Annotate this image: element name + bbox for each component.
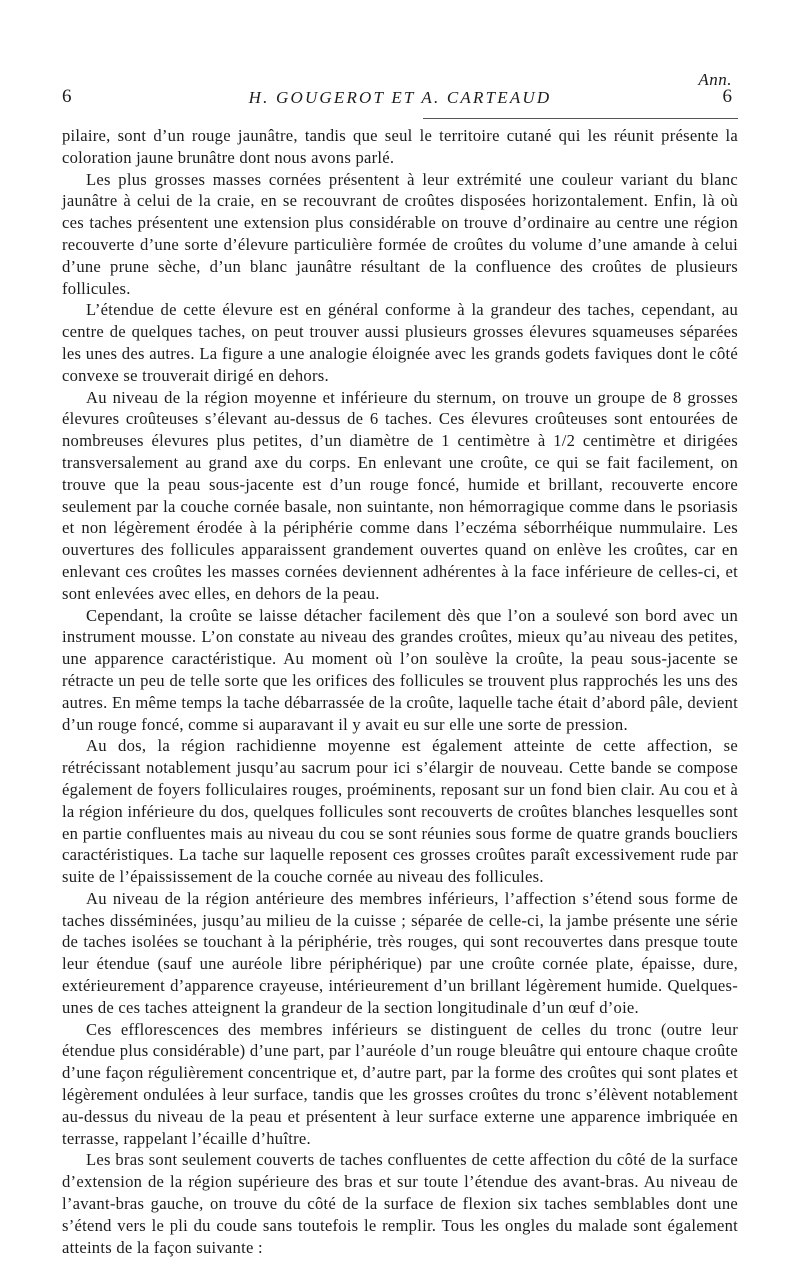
header-rule (423, 118, 738, 119)
paragraph: Au dos, la région rachidienne moyenne est également atteinte de cette affection, se rétrécissant notablement jusqu’au sacrum pour ici s’élargir de nouveau. Cette bande se compose également de foyers folliculaires rouges, proéminents, reposant sur un fond bien clair. Au cou et à la région inférieure du dos, quelques follicules sont recouverts de croûtes blanches lesquelles sont en partie confluentes mais au niveau du cou se sont réunies sous forme de quatre grands boucliers caractéristiques. La tache sur laquelle reposent ces grosses croûtes paraît excessivement rude par suite de l’épaississement de la couche cornée au niveau des follicules. (62, 736, 738, 887)
page-number: 6 (62, 86, 72, 107)
paragraph: Les plus grosses masses cornées présentent à leur extrémité une couleur variant du blanc jaunâtre à celui de la craie, en se recouvrant de croûtes disposées horizontalement. Enfin, là où ces taches présentent une extension plus considérable on trouve d’ordinaire au centre une région recouverte d’une sorte d’élevure particulière formée de croûtes du volume d’une amande à celui d’une prune sèche, d’un blanc jaunâtre résultant de la confluence des croûtes de plusieurs follicules. (62, 169, 738, 298)
running-title: H. GOUGEROT ET A. CARTEAUD (248, 88, 552, 107)
paragraph: Cependant, la croûte se laisse détacher facilement dès que l’on a soulevé son bord avec un instrument mousse. L’on constate au niveau des grandes croûtes, mieux qu’au niveau des petites, une apparence caractéristique. Au moment où l’on soulève la croûte, la peau sous-jacente se rétracte un peu de telle sorte que les orifices des follicules se trouvent plus rapprochés les uns des autres. En même temps la tache débarrassée de la croûte, laquelle tache était d’abord pâle, devient d’un rouge foncé, comme si auparavant il y avait eu sur elle une sorte de pression. (62, 605, 738, 734)
page-number-right: 6 (722, 86, 732, 107)
paragraph: Au niveau de la région antérieure des membres inférieurs, l’affection s’étend sous forme de taches disséminées, jusqu’au milieu de la cuisse ; séparée de celle-ci, la jambe présente une série de taches isolées se touchant à la périphérie, très rouges, qui sont recouvertes dans presque toute leur étendue (sauf une auréole libre périphérique) par une croûte cornée plate, épaisse, dure, extérieurement d’apparence crayeuse, intérieurement d’un brillant légèrement humide. Quelques-unes de ces taches atteignent la grandeur de la section longitudinale d’un œuf d’oie. (62, 888, 738, 1017)
running-header (62, 86, 738, 114)
paragraph: Au niveau de la région moyenne et inférieure du sternum, on trouve un groupe de 8 grosses élevures croûteuses s’élevant au-dessus de 6 taches. Ces élevures croûteuses sont entourées de nombreuses élevures plus petites, d’un diamètre de 1 centimètre à 1/2 centimètre et dirigées transversalement au grand axe du corps. En enlevant une croûte, ce qui se fait facilement, on trouve que la peau sous-jacente est d’un rouge foncé, humide et brillant, recouverte encore seulement par la couche cornée basale, non suintante, non hémorragique comme dans le psoriasis et non légèrement érodée à la périphérie comme dans l’eczéma séborrhéique nummulaire. Les ouvertures des follicules apparaissent grandement ouvertes quand on enlève les croûtes, car en enlevant ces croûtes les masses cornées deviennent adhérentes à la face inférieure de celles-ci, et sont enlevées avec elles, en dehors de la peau. (62, 387, 738, 603)
paragraph: Les bras sont seulement couverts de taches confluentes de cette affection du côté de la surface d’extension de la région supérieure des bras et sur toute l’étendue des avant-bras. Au niveau de l’avant-bras gauche, on trouve du côté de la surface de flexion six taches semblables dont une s’étend vers le pli du coude sans toutefois le remplir. Tous les ongles du malade sont également atteints de la façon suivante : (62, 1150, 738, 1257)
paragraph: pilaire, sont d’un rouge jaunâtre, tandis que seul le territoire cutané qui les réunit présente la coloration jaune brunâtre dont nous avons parlé. (62, 126, 738, 167)
body-text (62, 125, 738, 1258)
paragraph: Ces efflorescences des membres inférieurs se distinguent de celles du tronc (outre leur étendue plus considérable) d’une part, par l’auréole d’un rouge bleuâtre qui entoure chaque croûte d’une façon régulièrement concentrique et, d’autre part, par la forme des croûtes qui sont plates et légèrement ondulées à leur surface, tandis que les grosses croûtes du tronc s’élèvent notablement au-dessus du niveau de la peau et présentent à leur surface externe une apparence imbriquée en terrasse, rappelant l’écaille d’huître. (62, 1019, 738, 1148)
margin-note: Ann. (698, 70, 732, 89)
paragraph: L’étendue de cette élevure est en général conforme à la grandeur des taches, cependant, au centre de quelques taches, on peut trouver aussi plusieurs grosses élevures squameuses séparées les unes des autres. La figure a une analogie éloignée avec les grands godets faviques dont le côté convexe se trouverait dirigé en dehors. (62, 300, 738, 385)
